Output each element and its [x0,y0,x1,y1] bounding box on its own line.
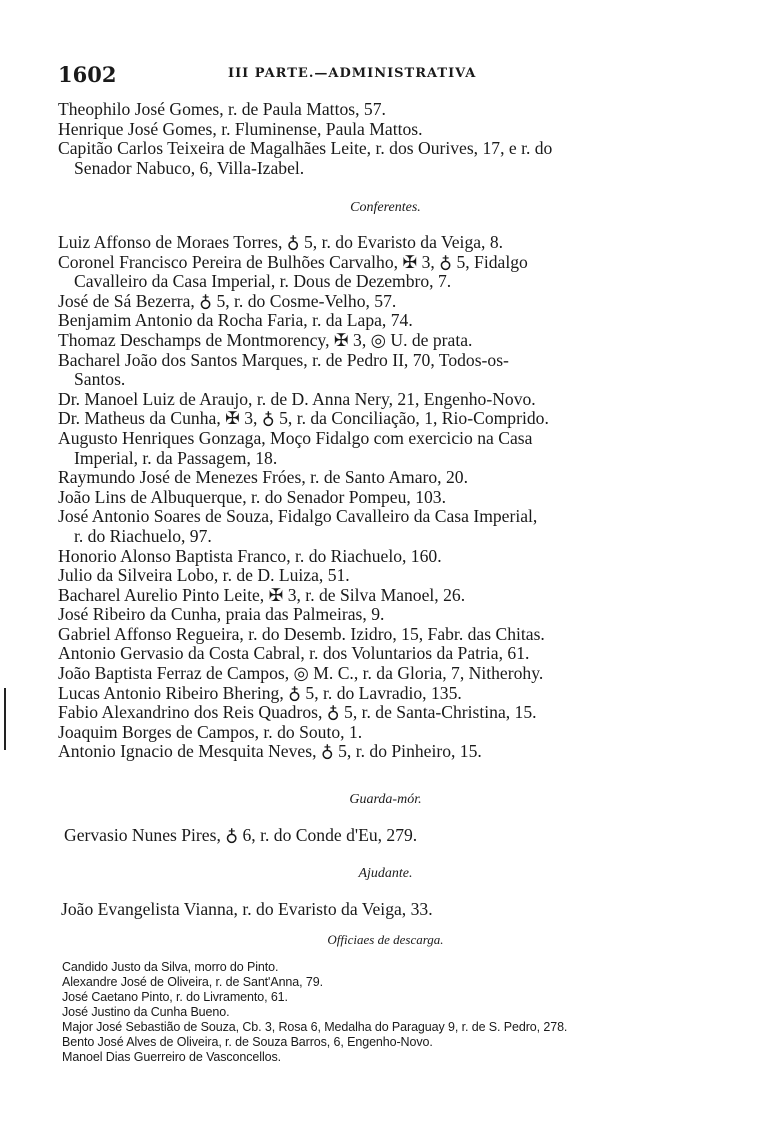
top-entries [58,100,713,178]
entry-line: José Antonio Soares de Souza, Fidalgo Cavalleiro da Casa Imperial, [58,506,538,527]
entry-line: r. do Riachuelo, 97. [74,525,212,546]
entry-line: José de Sá Bezerra, ♁ 5, r. do Cosme-Velho, 57. [58,290,397,311]
entry-line: Antonio Gervasio da Costa Cabral, r. dos Voluntarios da Patria, 61. [58,643,530,664]
entry-line: Lucas Antonio Ribeiro Bhering, ♁ 5, r. do Lavradio, 135. [58,682,462,703]
page-number: 1602 [58,62,117,87]
entry-line: Luiz Affonso de Moraes Torres, ♁ 5, r. do Evaristo da Veiga, 8. [58,232,504,252]
entry-line: José Justino da Cunha Bueno. [62,1005,230,1019]
ajudante-list [58,900,713,920]
entry-line: Augusto Henriques Gonzaga, Moço Fidalgo com exercicio na Casa [58,427,533,448]
entry-line: Bacharel Aurelio Pinto Leite, ✠ 3, r. de Silva Manoel, 26. [58,584,466,605]
entry-line: Alexandre José de Oliveira, r. de Sant'Anna, 79. [62,975,323,989]
entry-line: Thomaz Deschamps de Montmorency, ✠ 3, ◎ U. de prata. [58,329,473,350]
entry-line: Cavalleiro da Casa Imperial, r. Dous de Dezembro, 7. [74,271,452,292]
entry-line: Coronel Francisco Pereira de Bulhões Carvalho, ✠ 3, ♁ 5, Fidalgo [58,251,528,272]
entry-line: Gervasio Nunes Pires, ♁ 6, r. do Conde d'Eu, 279. [64,825,418,845]
entry-line: Major José Sebastião de Souza, Cb. 3, Rosa 6, Medalha do Paraguay 9, r. de S. Pedro, 278. [62,1020,568,1034]
entry-line: João Evangelista Vianna, r. do Evaristo da Veiga, 33. [61,899,433,919]
section-heading-guarda-mor: Guarda-mór. [349,792,422,807]
entry-line: Antonio Ignacio de Mesquita Neves, ♁ 5, r. do Pinheiro, 15. [58,741,482,762]
entry-line: Imperial, r. da Passagem, 18. [74,447,278,468]
entry-line: Dr. Manoel Luiz de Araujo, r. de D. Anna Nery, 21, Engenho-Novo. [58,388,536,409]
section-heading-officiaes: Officiaes de descarga. [327,932,444,947]
margin-rule [4,688,6,750]
entry-line: Joaquim Borges de Campos, r. do Souto, 1. [58,721,363,742]
entry-line: Bacharel João dos Santos Marques, r. de Pedro II, 70, Todos-os- [58,349,509,370]
entry-line: Manoel Dias Guerreiro de Vasconcellos. [62,1050,281,1064]
entry-line: Honorio Alonso Baptista Franco, r. do Riachuelo, 160. [58,545,442,566]
entry-line: Raymundo José de Menezes Fróes, r. de Santo Amaro, 20. [58,467,468,488]
section-heading-conferentes: Conferentes. [350,200,421,215]
entry-line: Benjamim Antonio da Rocha Faria, r. da Lapa, 74. [58,310,413,331]
running-head: III PARTE.—ADMINISTRATIVA [228,66,477,81]
entry-line: João Lins de Albuquerque, r. do Senador Pompeu, 103. [58,486,446,507]
entry-line: Capitão Carlos Teixeira de Magalhães Leite, r. dos Ourives, 17, e r. do [58,138,553,159]
officiaes-list [62,960,717,1065]
page-header [58,62,718,86]
entry-line: Fabio Alexandrino dos Reis Quadros, ♁ 5, r. de Santa-Christina, 15. [58,702,537,723]
entry-line: José Caetano Pinto, r. do Livramento, 61. [62,990,288,1004]
entry-line: Julio da Silveira Lobo, r. de D. Luiza, 51. [58,565,350,586]
entry-line: Candido Justo da Silva, morro do Pinto. [62,960,279,974]
entry-line: Senador Nabuco, 6, Villa-Izabel. [74,157,305,178]
entry-line: Santos. [74,369,126,390]
entry-line: Bento José Alves de Oliveira, r. de Souza Barros, 6, Engenho-Novo. [62,1035,433,1049]
entry-line: João Baptista Ferraz de Campos, ◎ M. C., r. da Gloria, 7, Nitherohy. [58,663,544,684]
entry-line: Theophilo José Gomes, r. de Paula Mattos, 57. [58,99,386,119]
entry-line: Gabriel Affonso Regueira, r. do Desemb. Izidro, 15, Fabr. das Chitas. [58,623,545,644]
entry-line: Dr. Matheus da Cunha, ✠ 3, ♁ 5, r. da Conciliação, 1, Rio-Comprido. [58,408,549,429]
section-heading-ajudante: Ajudante. [358,866,413,881]
entry-line: Henrique José Gomes, r. Fluminense, Paula Mattos. [58,118,423,139]
entry-line: José Ribeiro da Cunha, praia das Palmeiras, 9. [58,604,385,625]
guarda-mor-list [58,826,713,846]
conferentes-list [58,233,713,762]
